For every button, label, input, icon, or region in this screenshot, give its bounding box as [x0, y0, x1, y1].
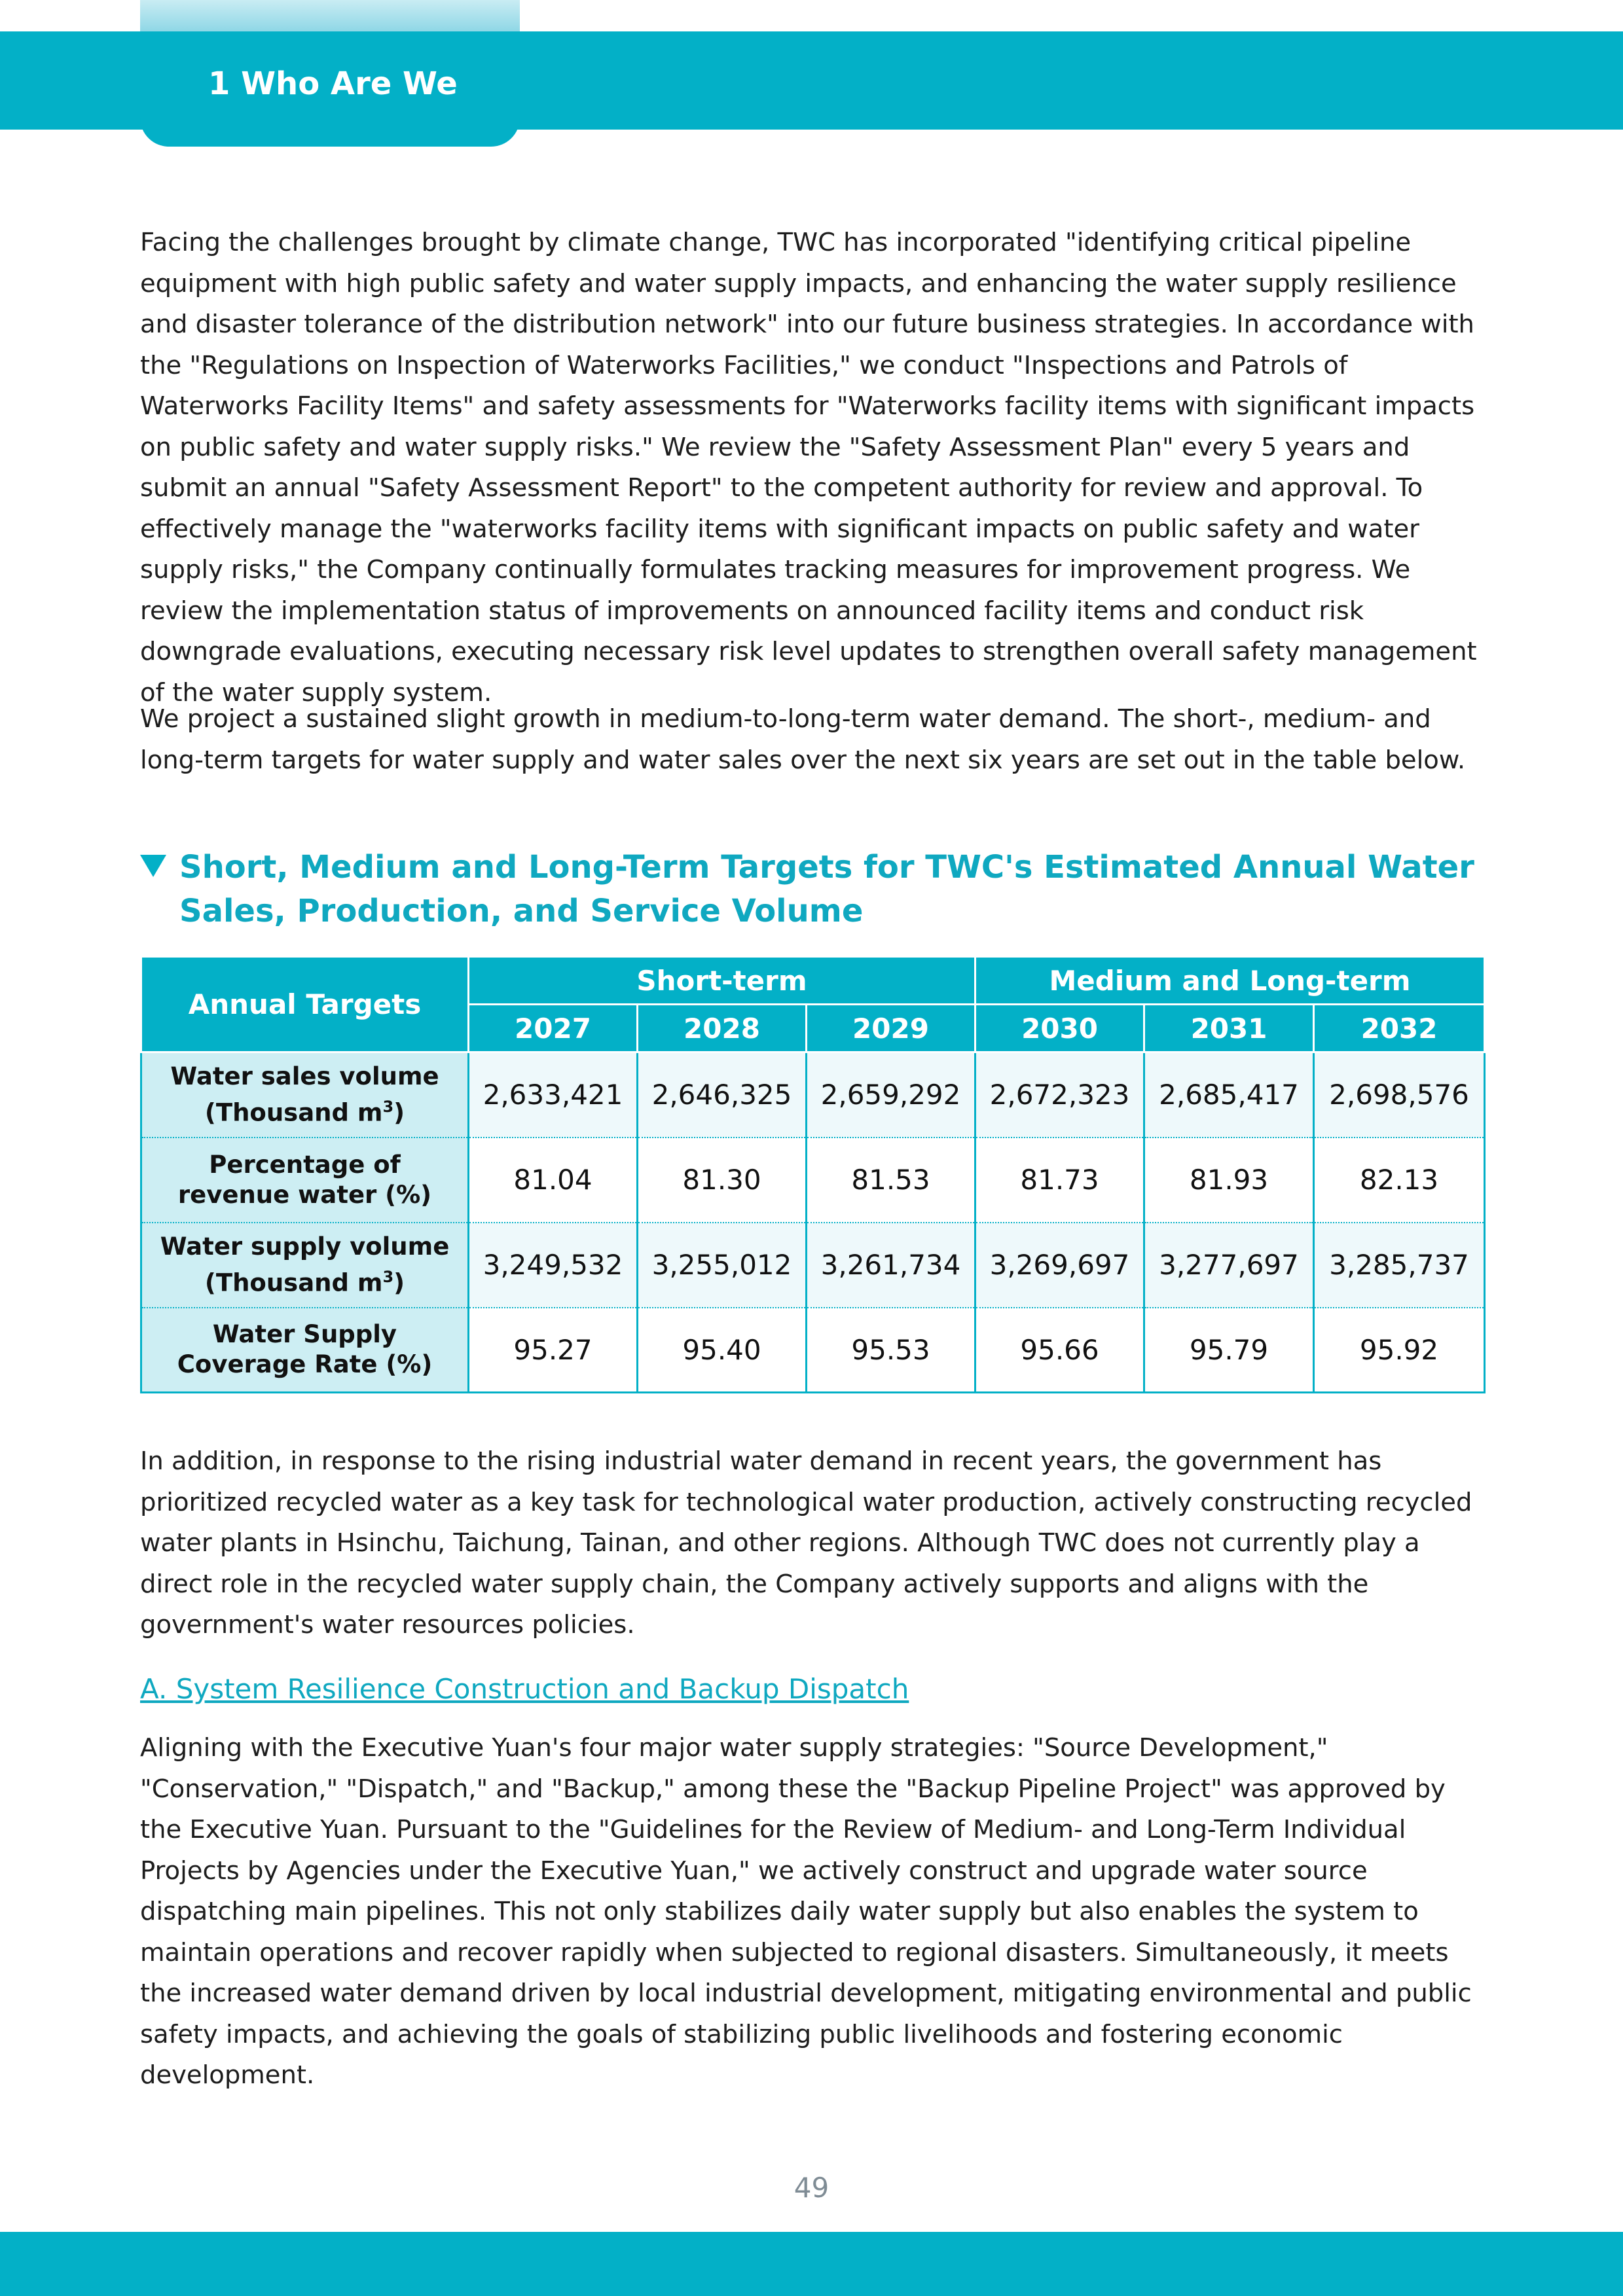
table-cell: 81.04 [469, 1138, 638, 1223]
table-heading-line2: Sales, Production, and Service Volume [179, 893, 864, 929]
table-row [141, 1308, 1485, 1393]
table-cell: 3,269,697 [976, 1223, 1144, 1308]
table-cell: 2,698,576 [1314, 1052, 1485, 1138]
table-cell: 2,685,417 [1144, 1052, 1314, 1138]
row-label-water-sales: Water sales volume (Thousand $m^3$) [141, 1052, 469, 1138]
table-cell: 3,255,012 [638, 1223, 807, 1308]
table-header-group-row [141, 957, 1485, 1005]
year-header: 2032 [1314, 1005, 1485, 1052]
table-heading-line1: Short, Medium and Long-Term Targets for TWC's Estimated Annual Water [179, 849, 1474, 886]
page-number: 49 [793, 2172, 830, 2204]
table-cell: 2,633,421 [469, 1052, 638, 1138]
footer-bar [0, 2232, 1623, 2296]
table-row [141, 1223, 1485, 1308]
paragraph-climate: Facing the challenges brought by climate change, TWC has incorporated "identifying critical pipeline equipment with high public safety and water supply impacts, and enhancing the water supply resilience and disaster tolerance of the distribution network" into our future business strategies. In accordance with the "Regulations on Inspection of Waterworks Facilities," we conduct "Inspections and Patrols of Waterworks Facility Items" and safety assessments for "Waterworks facility items with significant impacts on public safety and water supply risks." We review the "Safety Assessment Plan" every 5 years and submit an annual "Safety Assessment Report" to the competent authority for review and approval. To effectively manage the "waterworks facility items with significant impacts on public safety and water supply risks," the Company continually formulates tracking measures for improvement progress. We review the implementation status of improvements on announced facility items and conduct risk downgrade evaluations, executing necessary risk level updates to strengthen overall safety management of the water supply system. [140, 228, 1477, 708]
table-cell: 81.73 [976, 1138, 1144, 1223]
year-header: 2028 [638, 1005, 807, 1052]
table-heading-text [179, 846, 1484, 933]
table-cell: 3,285,737 [1314, 1223, 1485, 1308]
section-title: 1 Who Are We [208, 65, 458, 102]
table-cell: 2,672,323 [976, 1052, 1144, 1138]
year-header: 2031 [1144, 1005, 1314, 1052]
row-label-coverage-rate: Water Supply Coverage Rate (%) [141, 1308, 469, 1393]
paragraph-demand: We project a sustained slight growth in medium-to-long-term water demand. The short-, medium- and long-term targets for water supply and water sales over the next six years are set out in the table below. [140, 704, 1466, 775]
table-cell: 95.27 [469, 1308, 638, 1393]
table-row [141, 1138, 1485, 1223]
subsection-link-system-resilience[interactable]: A. System Resilience Construction and Backup Dispatch [140, 1673, 909, 1705]
table-cell: 95.66 [976, 1308, 1144, 1393]
table-row [141, 1052, 1485, 1138]
table-cell: 81.30 [638, 1138, 807, 1223]
row-label-water-supply: Water supply volume (Thousand $m^3$) [141, 1223, 469, 1308]
group-header-short-term: Short-term [469, 957, 976, 1005]
table-cell: 2,646,325 [638, 1052, 807, 1138]
paragraph-backup-dispatch: Aligning with the Executive Yuan's four major water supply strategies: "Source Development," "Conservation," "Dispatch," and "Backup," among these the "Backup Pipeline Project" was approved by the Executive Yuan. Pursuant to the "Guidelines for the Review of Medium- and Long-Term Individual Projects by Agencies under the Executive Yuan," we actively construct and upgrade water source dispatching main pipelines. This not only stabilizes daily water supply but also enables the system to maintain operations and recover rapidly when subjected to regional disasters. Simultaneously, it meets the increased water demand driven by local industrial development, mitigating environmental and public safety impacts, and achieving the goals of stabilizing public livelihoods and fostering economic development. [140, 1733, 1472, 2090]
corner-header: Annual Targets [141, 957, 469, 1052]
table-cell: 95.53 [807, 1308, 976, 1393]
table-cell: 81.93 [1144, 1138, 1314, 1223]
year-header: 2029 [807, 1005, 976, 1052]
table-cell: 3,277,697 [1144, 1223, 1314, 1308]
recycled-water-paragraph-block [140, 1441, 1484, 1646]
year-header: 2030 [976, 1005, 1144, 1052]
table-cell: 2,659,292 [807, 1052, 976, 1138]
year-header: 2027 [469, 1005, 638, 1052]
triangle-down-icon [140, 855, 166, 877]
demand-paragraph-block [140, 699, 1484, 781]
backup-dispatch-paragraph-block [140, 1728, 1484, 2096]
table-cell: 81.53 [807, 1138, 976, 1223]
intro-paragraph-block [140, 223, 1484, 713]
header-tab-highlight [140, 0, 520, 31]
table-cell: 82.13 [1314, 1138, 1485, 1223]
targets-table [140, 956, 1486, 1393]
table-cell: 3,249,532 [469, 1223, 638, 1308]
group-header-medium-long-term: Medium and Long-term [976, 957, 1485, 1005]
table-heading [140, 846, 1484, 933]
row-label-revenue-water: Percentage of revenue water (%) [141, 1138, 469, 1223]
table-cell: 3,261,734 [807, 1223, 976, 1308]
table-cell: 95.40 [638, 1308, 807, 1393]
table-cell: 95.92 [1314, 1308, 1485, 1393]
paragraph-recycled-water: In addition, in response to the rising industrial water demand in recent years, the government has prioritized recycled water as a key task for technological water production, actively constructing recycled water plants in Hsinchu, Taichung, Tainan, and other regions. Although TWC does not currently play a direct role in the recycled water supply chain, the Company actively supports and aligns with the government's water resources policies. [140, 1446, 1472, 1640]
table-cell: 95.79 [1144, 1308, 1314, 1393]
